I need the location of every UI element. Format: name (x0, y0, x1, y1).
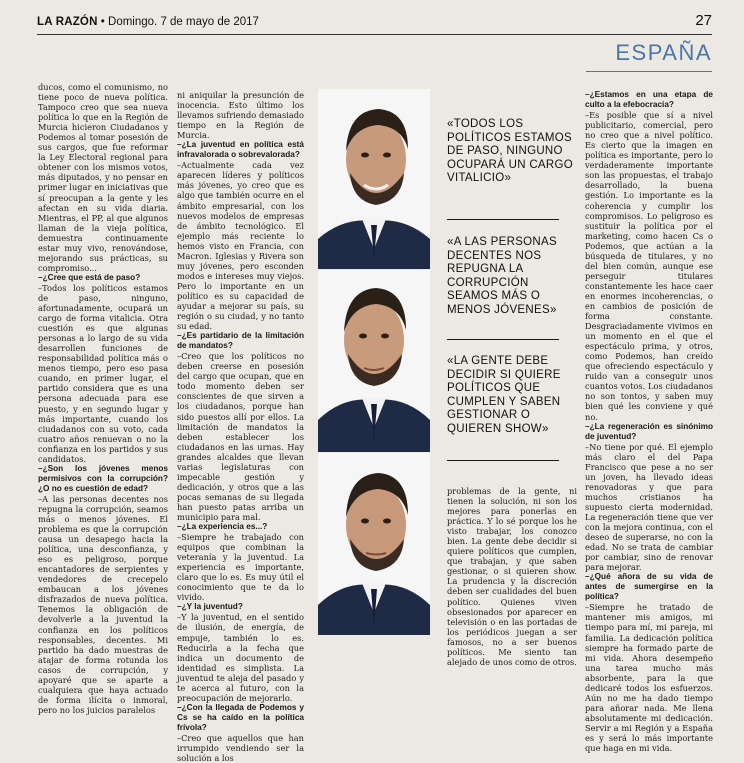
interview-question: –¿Estamos en una etapa de culto a la efebocracia? (585, 90, 713, 110)
interview-question: –¿La regeneración es sinónimo de juventud? (585, 421, 713, 441)
interview-question: –¿La experiencia es...? (177, 522, 268, 532)
interview-answer: –No tiene por qué. El ejemplo más claro el del Papa Francisco que pese a no ser un joven, ha llevado ideas renovadoras y que para muchos cristianos ha supuesto cierta modernidad. La regeneración tiene que ver con la mejora continua, con el deseo de superarse, no con la edad. No se trata de cambiar por cambiar, sino de renovar para mejorar. (585, 441, 713, 573)
portrait-photo-3 (318, 453, 430, 635)
portrait-photo-1 (318, 89, 430, 269)
interview-answer: –Y la juventud, en el sentido de ilusión, de energía, de empuje, también lo es. Reducirla a la fecha que indica un documento de identidad es simplista. La juventud te aleja del pasado y te acerca al futuro, con la preocupación de mejorarlo. (177, 612, 304, 703)
publication-name: LA RAZÓN (37, 16, 98, 28)
interview-answer: –Actualmente cada vez aparecen líderes y políticos más jóvenes, yo creo que es algo que también ocurre en el ámbito empresarial, con los nuevos modelos de empresas de ámbito tecnológico. El ejemplo más reciente lo hemos visto en Francia, con Macron. Iglesias y Rivera son muy jóvenes, pero esconden modos e intereses muy viejos. Pero lo importante en un político es su capacidad de ayudar a mejorar su país, su región o su ciudad, y no tanto su edad. (177, 160, 304, 332)
article-column-4 (585, 90, 713, 754)
article-column-3 (447, 486, 577, 667)
publication-date: Domingo. 7 de mayo de 2017 (108, 16, 259, 28)
portrait-1-illustration (318, 89, 430, 269)
portrait-2-illustration (318, 270, 430, 452)
interview-answer: problemas de la gente, ni tienen la solución, ni son los mejores para ponerlas en práctica. Y lo sé porque los he visto trabajar, los conozco bien. La gente debe decidir si quiere políticos que cumplen, que trabajan, y que saben gestionar, o si quieren show. La prudencia y la discreción deben ser cualidades del buen político. Quienes viven obsesionados por aparecer en televisión o en las portadas de los periódicos juegan a ser famosos, no a ser buenos políticos. Me siento tan alejado de unos como de otros. (447, 486, 577, 667)
interview-answer: –Creo que los políticos no deben creerse en posesión del cargo que ocupan, que en todo momento deben ser conscientes de que sirven a los ciudadanos, porque han sido puestos allí por ellos. La limitación de mandatos la deben establecer los ciudadanos en las urnas. Hay grandes alcaldes que llevan varias legislaturas con impecable gestión y dedicación, y otros que a las pocas semanas de su llegada han puesto patas arriba un municipio para mal. (177, 351, 304, 522)
interview-question: –¿La juventud en política está infravalorada o sobrevalorada? (177, 140, 304, 160)
masthead (37, 16, 259, 28)
interview-answer: –Siempre he trabajado con equipos que combinan la veteranía y la juventud. La experiencia es importante, claro que lo es. Es muy útil el conocimiento que te da lo vivido. (177, 532, 304, 603)
page-number: 27 (695, 12, 712, 29)
page-header (37, 14, 712, 35)
masthead-separator: • (100, 16, 105, 28)
interview-question: –¿Cree que está de paso? (38, 272, 141, 282)
interview-answer: –A las personas decentes nos repugna la corrupción, seamos más o menos jóvenes. El problema es que la corrupción causa un desapego hacia la política, una desconfianza, y eso es peligroso, porque encantadores de serpientes y vendedores de crecepelo embaucan a los jóvenes disfrazados de nueva política. Tenemos la obligación de devolverle a la juventud la confianza en los políticos responsables, decentes. Mi partido ha dado muestras de atajar de forma rotunda los casos de corrupción, y apoyaré que se aparte a cualquiera que haya actuado de forma ilícita o inmoral, pero no los juicios paralelos (38, 493, 168, 715)
pull-quote-divider-3 (447, 460, 559, 461)
pull-quote-divider-2 (447, 339, 559, 340)
interview-answer: –Todos los políticos estamos de paso, ninguno, afortunadamente, ocupará un cargo de forma vitalicia. Otra cuestión es que algunas personas a lo largo de su vida desarrollen funciones de responsabilidad política más o menos tiempo, pero eso pasa cuando, en primer lugar, el partido considera que es una persona adecuada para ese puesto, y en segundo lugar y más importante, cuando los ciudadanos con su voto, cada cuatro años renuevan o no la confianza en los partidos y sus candidatos. (38, 282, 168, 464)
interview-answer: –Siempre he tratado de mantener mis amigos, mi tiempo para mí, mi pareja, mi familia. La dedicación política siempre ha formado parte de mi vida. Ahora desempeño una tarea mucho más absorbente, para la que dedicaré todos los esfuerzos. Aún no me ha dado tiempo para añorar nada. Me llena absolutamente mi dedicación. Servir a mi Región y a España es y será lo más importante que haga en mi vida. (585, 602, 713, 754)
pull-quote-divider-1 (447, 219, 559, 220)
interview-question: –¿Qué añora de su vida de antes de sumergirse en la política? (585, 572, 713, 602)
interview-question: –¿Con la llegada de Podemos y Cs se ha caído en la política frívola? (177, 702, 304, 732)
interview-question: –¿Es partidario de la limitación de mandatos? (177, 331, 304, 351)
portrait-photo-2 (318, 270, 430, 452)
section-title: ESPAÑA (615, 40, 712, 65)
article-column-1 (38, 82, 168, 715)
pull-quote-3: «LA GENTE DEBE DECIDIR SI QUIERE POLÍTICOS QUE CUMPLEN Y SABEN GESTIONAR O QUIEREN SHOW» (447, 355, 561, 435)
interview-answer: –Creo que aquellos que han irrumpido vendiendo ser la solución a los (177, 733, 304, 763)
portrait-3-illustration (318, 453, 430, 635)
interview-question: –¿Son los jóvenes menos permisivos con la corrupción? ¿O no es cuestión de edad? (38, 463, 168, 493)
section-rule (586, 71, 712, 72)
interview-answer: ni aniquilar la presunción de inocencia. Esto último los llevamos sufriendo demasiado tiempo en la Región de Murcia. (177, 90, 304, 141)
interview-answer: –Es posible que sí a nivel publicitario, comercial, pero no creo que a nivel político. Es cierto que la imagen en política es importante, pero lo verdaderamente importante son las propuestas, el trabajo desarrollado, la buena gestión. Lo importante es la coherencia y cumplir los compromisos. Lo peligroso es sustituir la política por el marketing, como hacen Cs o Podemos, que actúan a la búsqueda de titulares, y no del bien común, aunque ese perseguir titulares constantemente les hace caer en enormes incoherencias, o en cambios de posición de forma constante. Desgraciadamente vivimos en un momento en el que el espectáculo prima, y otros, como Podemos, han creído que ofreciendo espectáculo y ruido van a conseguir unos cuantos votos. Los ciudadanos no son tontos, y saben muy bien qué les conviene y qué no. (585, 110, 713, 422)
pull-quote-2: «A LAS PERSONAS DECENTES NOS REPUGNA LA CORRUPCIÓN SEAMOS MÁS O MENOS JÓVENES» (447, 236, 557, 316)
interview-answer: ducos, como el comunismo, no tiene poco de nueva política. Tampoco creo que sea nueva política lo que en la Región de Murcia hicieron Ciudadanos y Podemos al tomar posesión de sus cargos, que fue reformar la Ley Electoral regional para obtener con los mismos votos, más diputados, y no pensar en primer lugar en iniciativas que sí preocupan a la gente y les afectan en su vida diaria. Mientras, el PP, al que algunos llaman de la vieja política, demuestra continuamente estar muy vivo, renovándose, mejorando sus prácticas, su compromiso... (38, 82, 168, 273)
pull-quote-1: «TODOS LOS POLÍTICOS ESTAMOS DE PASO, NINGUNO OCUPARÁ UN CARGO VITALICIO» (447, 118, 573, 185)
article-column-2 (177, 90, 304, 763)
interview-question: –¿Y la juventud? (177, 602, 243, 612)
